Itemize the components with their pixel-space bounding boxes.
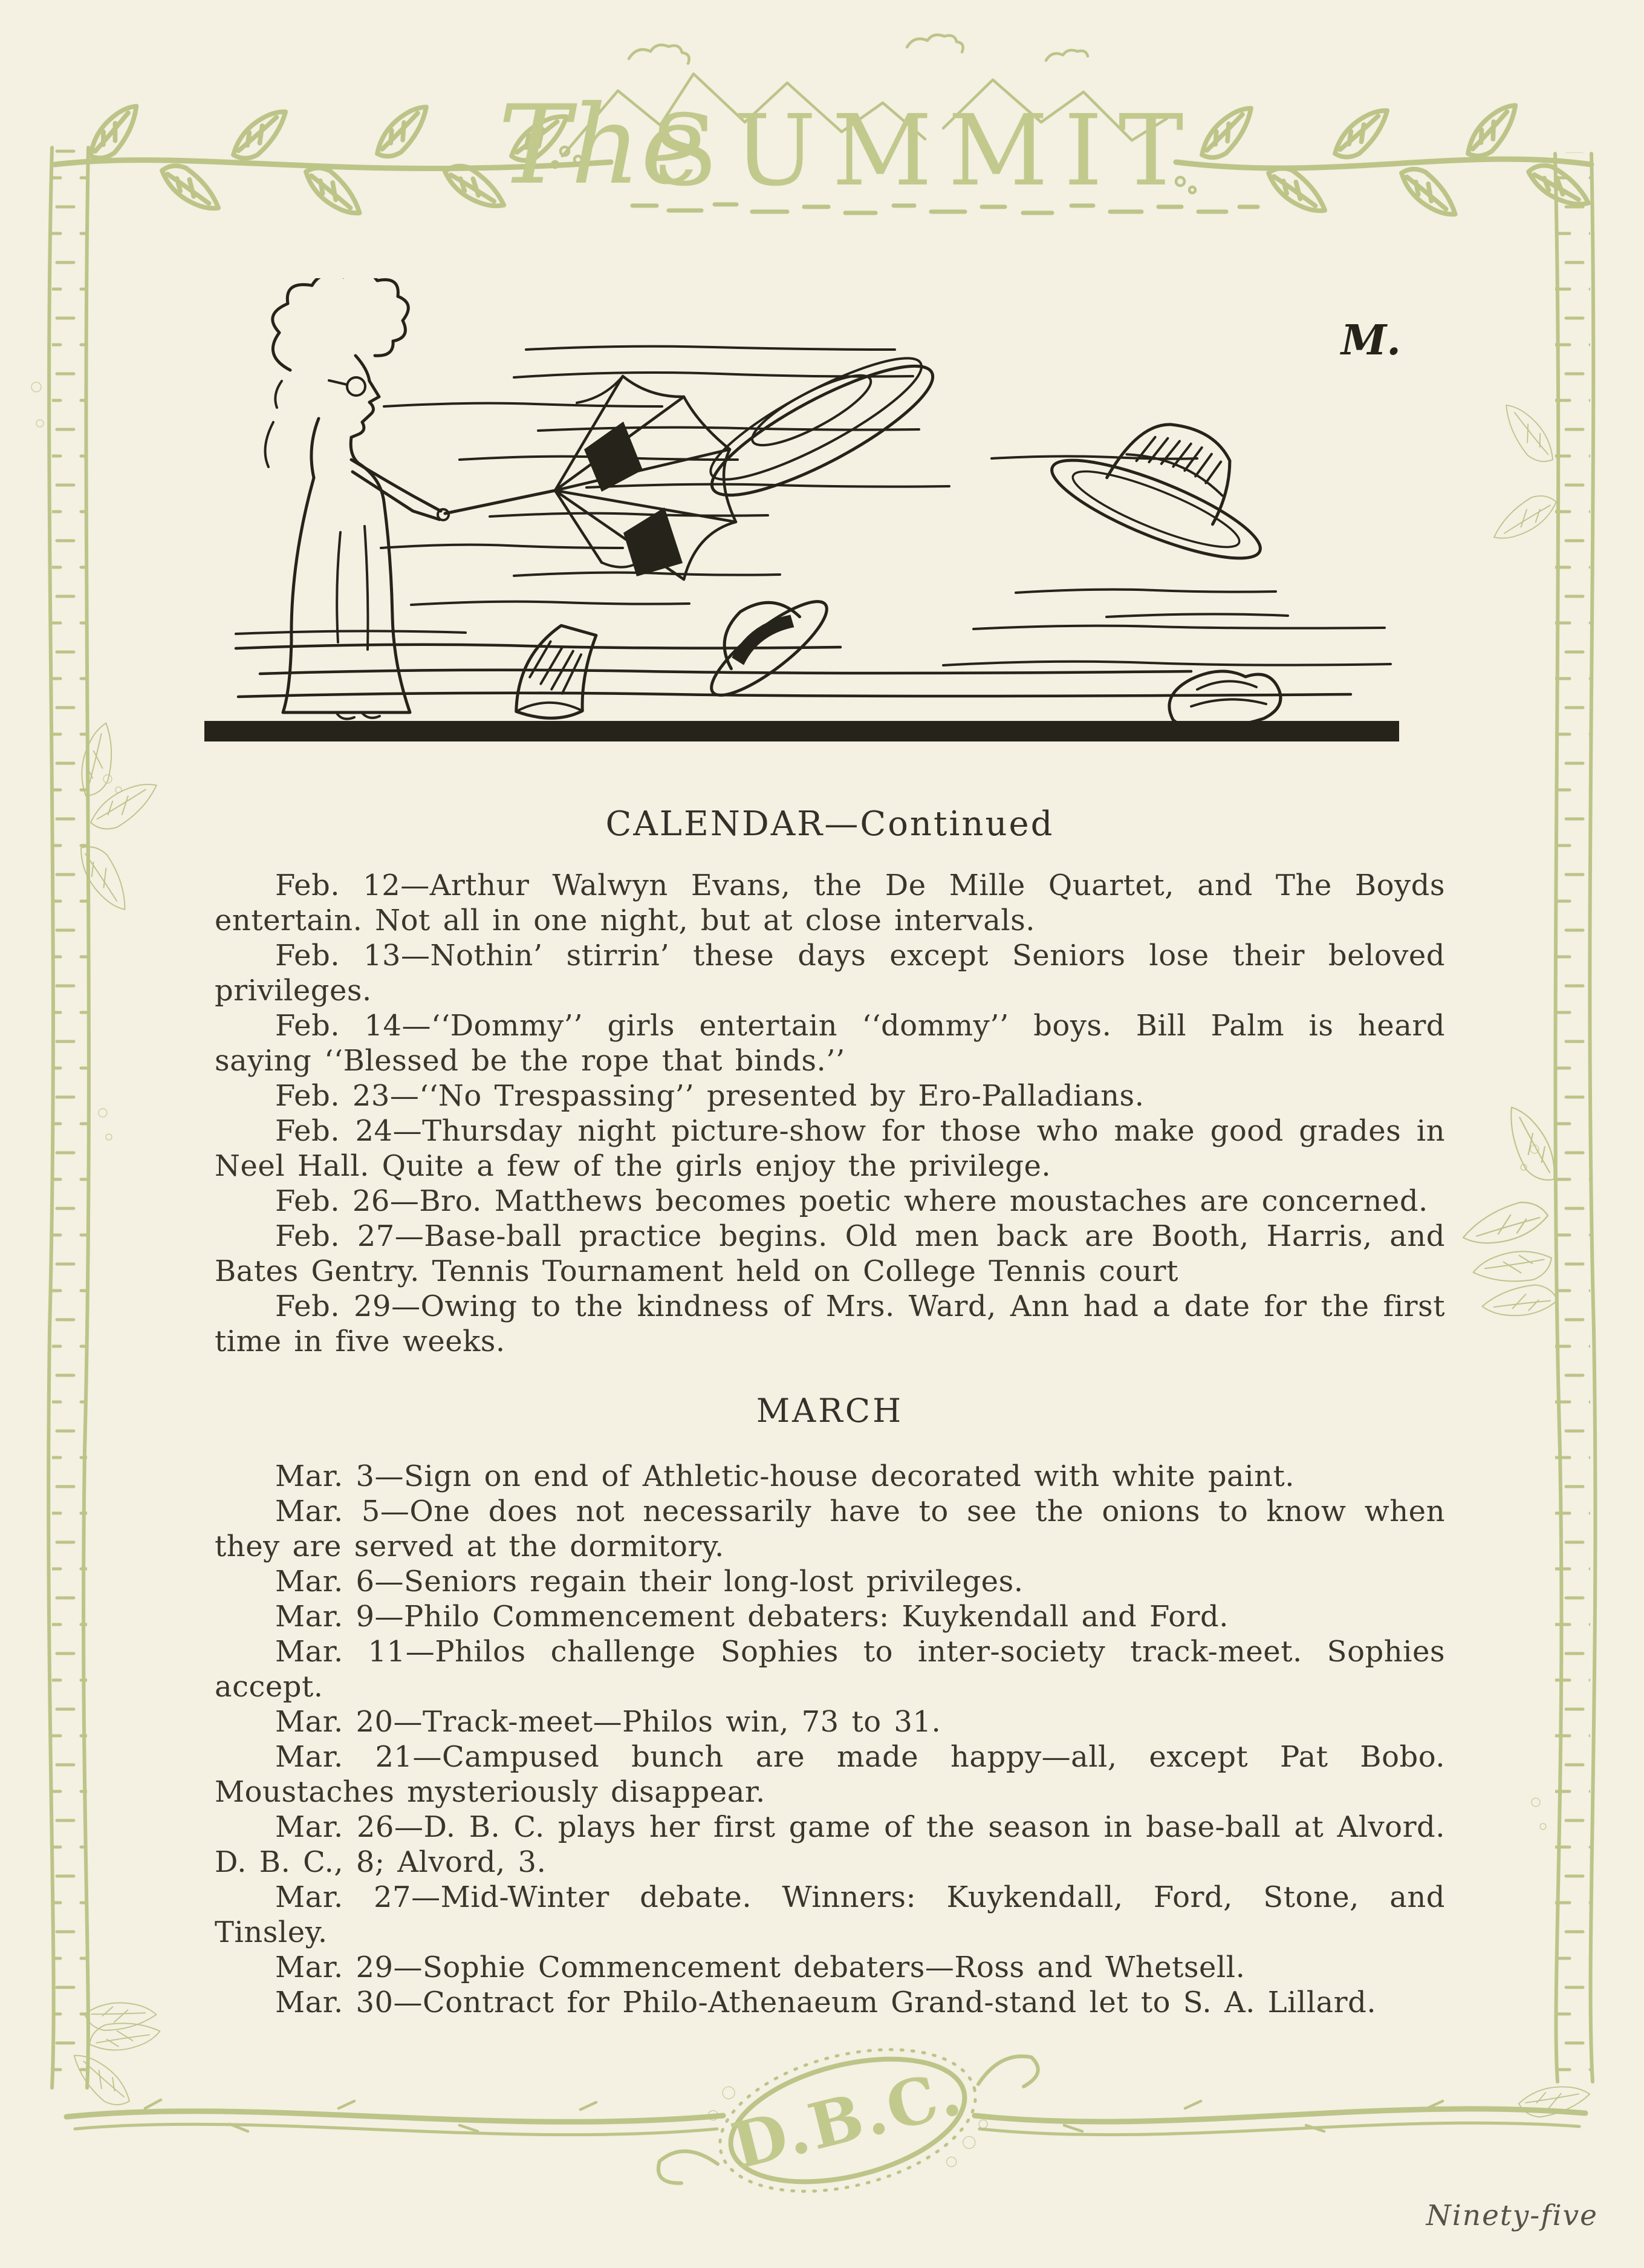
boater-hat (694, 337, 947, 517)
ground-line (204, 614, 1399, 741)
calendar-entry: Feb. 13—Nothin’ stirrin’ these days except Seniors lose their beloved privileges. (215, 939, 1445, 1008)
title-script: The (498, 82, 706, 209)
wind-lines (381, 347, 1391, 665)
bowler-hat (684, 568, 838, 709)
calendar-entry: Mar. 9—Philo Commencement debaters: Kuykendall and Ford. (275, 1600, 1229, 1634)
woman-figure (265, 278, 449, 719)
calendar-entry: Feb. 27—Base-ball practice begins. Old men back are Booth, Harris, and Bates Gentry. Tennis Tournament held on College Tennis court (215, 1219, 1445, 1288)
calendar-entry: Feb. 26—Bro. Matthews becomes poetic where moustaches are concerned. (275, 1184, 1428, 1218)
calendar-entry: Mar. 30—Contract for Philo-Athenaeum Grand-stand let to S. A. Lillard. (275, 1986, 1377, 2019)
calendar-entry: Mar. 5—One does not necessarily have to see the onions to know when they are served at the dormitory. (215, 1494, 1445, 1563)
february-section (215, 868, 1445, 1359)
wind-cartoon-illustration (200, 278, 1421, 762)
title-word: SUMMIT (651, 94, 1200, 208)
calendar-entry: Feb. 23—‘‘No Trespassing’’ presented by Ero-Palladians. (275, 1079, 1145, 1113)
calendar-entry: Mar. 11—Philos challenge Sophies to inter-society track-meet. Sophies accept. (215, 1635, 1445, 1704)
calendar-entry: Feb. 24—Thursday night picture-show for those who make good grades in Neel Hall. Quite a few of the girls enjoy the privilege. (215, 1114, 1445, 1183)
march-section (215, 1459, 1445, 2020)
calendar-heading: CALENDAR—Continued (605, 804, 1054, 844)
fedora-hat (1042, 386, 1293, 576)
calendar-entry: Mar. 20—Track-meet—Philos win, 73 to 31. (275, 1705, 941, 1739)
monogram-text: D.B.C. (724, 2054, 970, 2184)
page-number: Ninety-five (1426, 2199, 1598, 2232)
march-heading: MARCH (756, 1392, 904, 1430)
calendar-entry: Mar. 21—Campused bunch are made happy—all, except Pat Bobo. Moustaches mysteriously disappear. (215, 1740, 1445, 1809)
calendar-entry: Mar. 6—Seniors regain their long-lost privileges. (275, 1565, 1024, 1598)
dbc-medallion (642, 2009, 1056, 2236)
crumpled-hat (1169, 671, 1281, 726)
calendar-entry: Feb. 12—Arthur Walwyn Evans, the De Mille Quartet, and The Boyds entertain. Not all in one night, but at close intervals. (215, 868, 1445, 937)
calendar-entry: Mar. 3—Sign on end of Athletic-house decorated with white paint. (275, 1459, 1295, 1493)
artist-signature: M. (1341, 316, 1401, 365)
calendar-entry: Feb. 29—Owing to the kindness of Mrs. Ward, Ann had a date for the first time in five weeks. (215, 1289, 1445, 1358)
calendar-text-column (215, 804, 1445, 2020)
right-birch-border (1463, 152, 1595, 2082)
calendar-entry: Mar. 27—Mid-Winter debate. Winners: Kuykendall, Ford, Stone, and Tinsley. (215, 1880, 1445, 1949)
calendar-entry: Mar. 26—D. B. C. plays her first game of the season in base-ball at Alvord. D. B. C., 8; Alvord, 3. (215, 1810, 1445, 1879)
calendar-entry: Mar. 29—Sophie Commencement debaters—Ross and Whetsell. (275, 1950, 1246, 1984)
calendar-entry: Feb. 14—‘‘Dommy’’ girls entertain ‘‘dommy’’ boys. Bill Palm is heard saying ‘‘Blessed be the rope that binds.’’ (215, 1009, 1445, 1078)
cone-hat (503, 620, 609, 725)
